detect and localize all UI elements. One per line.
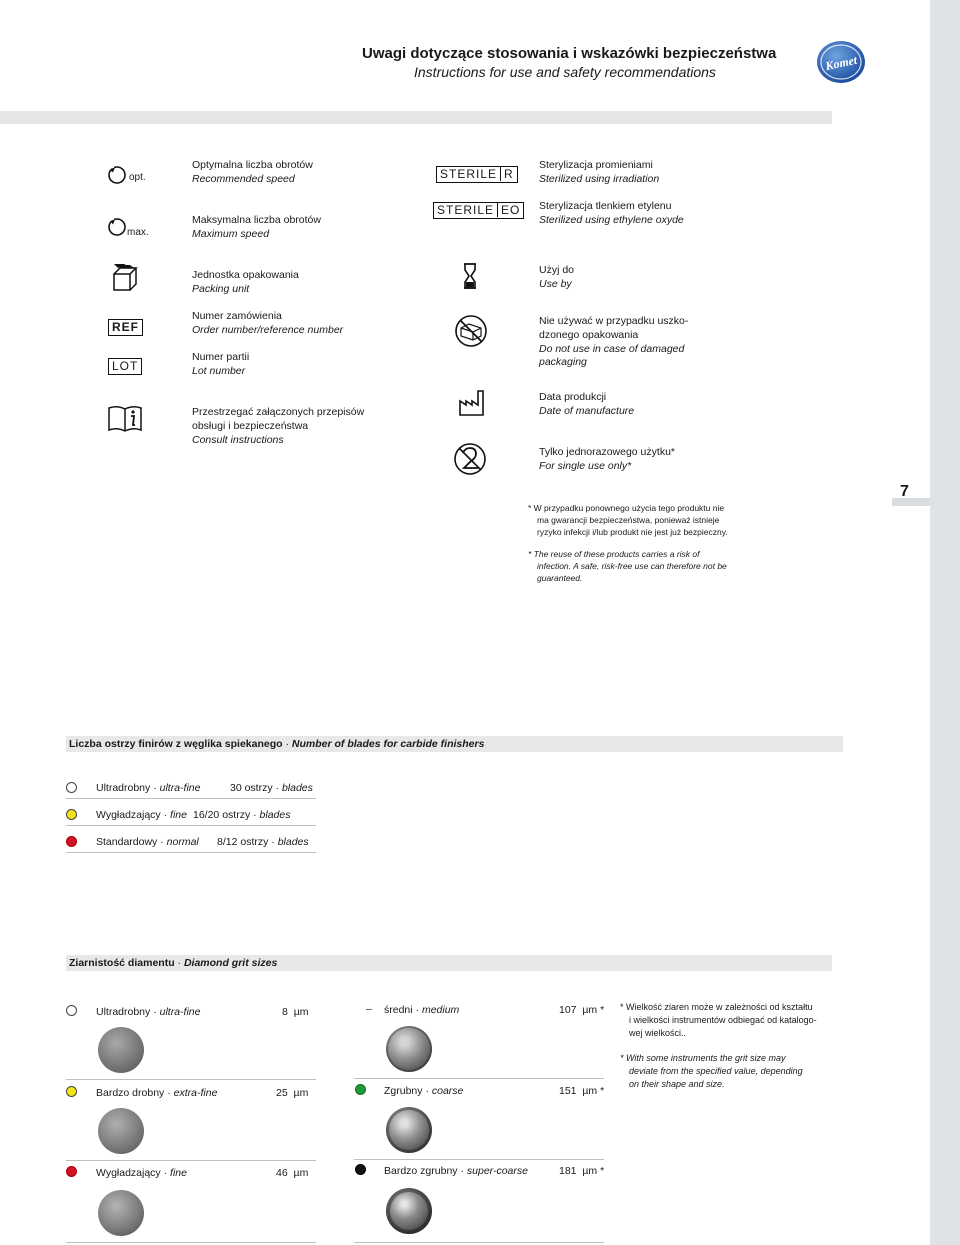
opt-speed-en: Recommended speed [192,173,295,185]
manufacture-pl: Data produkcji [539,391,607,403]
damaged-en-1: Do not use in case of damaged [539,343,685,355]
footnote-single-pl-2: ma gwarancji bezpieczeństwa, ponieważ istnieje [537,515,720,525]
grit-ball-coarse [386,1107,432,1153]
opt-label: opt. [129,172,146,183]
grit-ultrafine-label: Ultradrobny · ultra-fine [96,1006,201,1018]
grit-dot-coarse [355,1084,366,1095]
grit-ball-medium [386,1026,432,1072]
row-divider [66,798,316,799]
grit-heading-en: Diamond grit sizes [183,957,278,969]
footnote-single-en-1: * The reuse of these products carries a risk of [528,549,700,559]
opt-speed-pl: Optymalna liczba obrotów [192,159,313,171]
damaged-pl-2: dzonego opakowania [539,329,639,341]
grit-ball-fine [98,1190,144,1236]
factory-manufacture-icon [458,389,486,417]
grit-note-pl-1: * Wielkość ziaren może w zależności od kształtu [620,1002,813,1012]
max-label: max. [127,227,149,238]
grit-heading-pl: Ziarnistość diamentu [69,957,175,969]
packing-unit-pl: Jednostka opakowania [192,269,299,281]
footnote-single-pl-1: * W przypadku ponownego użycia tego produktu nie [528,503,725,513]
row-divider [66,1079,316,1080]
ref-symbol: REF [108,319,143,336]
sterile-r-label-b: R [500,167,517,181]
footnote-single-en-2: infection. A safe, risk-free use can therefore not be [537,561,727,571]
grit-fine-label: Wygładzający · fine [96,1167,187,1179]
page-number: 7 [900,483,909,500]
sterile-eo-pl: Sterylizacja tlenkiem etylenu [539,200,672,212]
blade-dot-ultrafine [66,782,77,793]
grit-dot-supercoarse [355,1164,366,1175]
grit-fine-size: 46 µm [276,1167,309,1179]
rotation-opt-icon [106,163,128,185]
sterile-eo-en: Sterilized using ethylene oxyde [539,214,684,226]
sterile-eo-label-b: EO [497,203,523,217]
ref-pl: Numer zamówienia [192,310,282,322]
blade-row-normal-count: 8/12 ostrzy · blades [217,836,309,848]
consult-en: Consult instructions [192,434,284,446]
grit-medium-marker: – [366,1003,372,1015]
sterile-r-label-a: STERILE [440,167,498,181]
use-by-en: Use by [539,278,572,290]
row-divider [66,1160,316,1161]
page-title: Uwagi dotyczące stosowania i wskazówki bezpieczeństwa [362,45,777,62]
footnote-single-pl-3: ryzyko infekcji i/lub produkt nie jest już bezpieczny. [537,527,728,537]
komet-logo-text: Komet [824,52,859,74]
blades-heading-pl: Liczba ostrzy finirów z węglika spiekanego [69,738,283,750]
row-divider [354,1159,604,1160]
grit-medium-label: średni · medium [384,1004,460,1016]
blades-heading [66,736,843,752]
grit-ball-supercoarse [386,1188,432,1234]
grit-dot-extrafine [66,1086,77,1097]
hourglass-use-by-icon [461,262,481,290]
komet-logo [816,40,866,84]
grit-note-en-2: deviate from the specified value, depending [629,1066,803,1076]
grit-note-pl-2: i wielkości instrumentów odbiegać od katalogo- [629,1015,817,1025]
row-divider [354,1078,604,1079]
row-divider [66,852,316,853]
damaged-package-icon [454,314,488,348]
blade-dot-fine [66,809,77,820]
sterile-r-pl: Sterylizacja promieniami [539,159,653,171]
blade-dot-normal [66,836,77,847]
blade-row-normal-label: Standardowy · normal [96,836,199,848]
grit-ball-ultrafine [98,1027,144,1073]
row-divider [66,1242,316,1243]
blade-row-fine-label: Wygładzający · fine [96,809,187,821]
packing-unit-en: Packing unit [192,283,250,295]
header-divider-bar [0,111,832,124]
page-edge-strip [930,0,960,1245]
single-use-icon [453,442,487,476]
grit-medium-size: 107 µm * [559,1004,605,1016]
single-use-en: For single use only* [539,460,632,472]
grit-ultrafine-size: 8 µm [282,1006,309,1018]
sterile-eo-symbol [433,202,524,219]
packing-unit-icon [110,264,140,292]
grit-coarse-size: 151 µm * [559,1085,605,1097]
blade-row-ultrafine-count: 30 ostrzy · blades [230,782,313,794]
lot-en: Lot number [192,365,246,377]
grit-coarse-label: Zgrubny · coarse [384,1085,464,1097]
lot-pl: Numer partii [192,351,250,363]
sterile-r-symbol [436,166,518,183]
grit-ball-extrafine [98,1108,144,1154]
rotation-max-icon [106,215,128,237]
max-speed-en: Maximum speed [192,228,270,240]
blades-heading-en: Number of blades for carbide finishers [291,738,485,750]
row-divider [66,825,316,826]
ref-en: Order number/reference number [192,324,344,336]
grit-supercoarse-size: 181 µm * [559,1165,605,1177]
blade-row-ultrafine-label: Ultradrobny · ultra-fine [96,782,201,794]
consult-pl-2: obsługi i bezpieczeństwa [192,420,309,432]
damaged-pl-1: Nie używać w przypadku uszko- [539,315,689,327]
manufacture-en: Date of manufacture [539,405,635,417]
grit-heading-sep: · [174,957,184,969]
lot-symbol: LOT [108,358,142,375]
grit-note-en-3: on their shape and size. [629,1079,725,1089]
row-divider [354,1242,604,1243]
footnote-single-en-3: guaranteed. [537,573,583,583]
blades-heading-sep: · [282,738,292,750]
damaged-en-2: packaging [539,356,587,368]
consult-instructions-icon [108,404,142,432]
page-number-bar [892,498,930,506]
grit-dot-ultrafine [66,1005,77,1016]
sterile-r-en: Sterilized using irradiation [539,173,660,185]
max-speed-pl: Maksymalna liczba obrotów [192,214,321,226]
grit-extrafine-size: 25 µm [276,1087,309,1099]
grit-supercoarse-label: Bardzo zgrubny · super-coarse [384,1165,528,1177]
consult-pl-1: Przestrzegać załączonych przepisów [192,406,365,418]
grit-extrafine-label: Bardzo drobny · extra-fine [96,1087,218,1099]
grit-note-en-1: * With some instruments the grit size may [620,1053,786,1063]
grit-dot-fine [66,1166,77,1177]
grit-heading [66,955,832,971]
single-use-pl: Tylko jednorazowego użytku* [539,446,675,458]
blade-row-fine-count: 16/20 ostrzy · blades [193,809,291,821]
use-by-pl: Użyj do [539,264,575,276]
grit-note-pl-3: wej wielkości.. [629,1028,687,1038]
sterile-eo-label-a: STERILE [437,203,495,217]
page-subtitle: Instructions for use and safety recommendations [414,64,716,80]
